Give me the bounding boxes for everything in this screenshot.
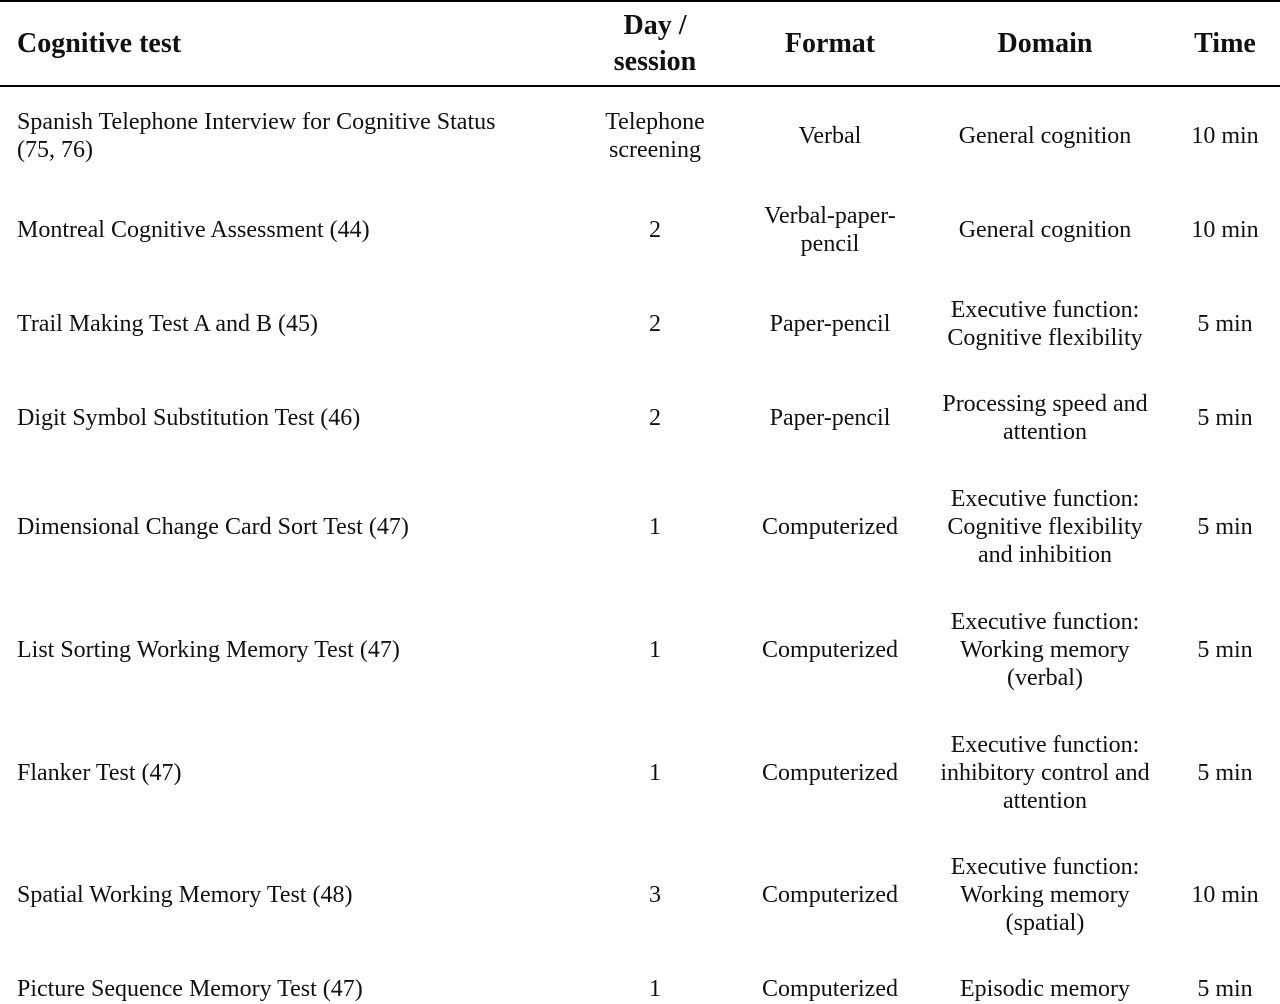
cell-test: Digit Symbol Substitution Test (46) [17,405,361,431]
cell-domain: Executive function: Working memory (verbal) [950,609,1140,691]
table-row [0,852,1280,938]
cell-test: Dimensional Change Card Sort Test (47) [17,514,409,540]
cell-test: Montreal Cognitive Assessment (44) [17,217,370,243]
cell-format: Computerized [762,637,898,663]
cell-test: Spatial Working Memory Test (48) [17,882,353,908]
header-day-session: Day / session [613,9,697,77]
cell-time: 5 min [1197,976,1253,1002]
cell-format: Computerized [762,514,898,540]
cell-time: 5 min [1197,405,1253,431]
cell-format: Verbal-paper- pencil [764,203,896,257]
cell-format: Computerized [762,976,898,1002]
header-bottom-rule [0,85,1280,87]
cell-format: Computerized [762,882,898,908]
cell-day: 1 [649,976,661,1002]
cell-format: Paper-pencil [769,311,891,337]
cell-test: List Sorting Working Memory Test (47) [17,637,400,663]
cell-domain: General cognition [958,123,1132,149]
cell-day: 2 [649,311,661,337]
cell-time: 5 min [1197,760,1253,786]
table-row [0,730,1280,816]
header-domain: Domain [997,27,1093,59]
table-row [0,389,1280,447]
cell-time: 10 min [1191,217,1259,243]
table-row [0,484,1280,570]
header-cognitive-test: Cognitive test [17,27,182,59]
cell-day: 3 [649,882,661,908]
table-header [0,2,1280,85]
header-format: Format [784,27,876,59]
cell-domain: Executive function: Cognitive flexibility and inhibition [947,486,1143,568]
table-row [0,295,1280,353]
table-row [0,974,1280,1004]
cell-day: 2 [649,217,661,243]
cell-format: Computerized [762,760,898,786]
cell-time: 10 min [1191,123,1259,149]
cell-time: 5 min [1197,311,1253,337]
cell-test: Trail Making Test A and B (45) [17,311,318,337]
cell-domain: Executive function: inhibitory control and attention [940,732,1150,814]
cell-format: Verbal [798,123,862,149]
header-time: Time [1194,27,1256,59]
cell-domain: General cognition [958,217,1132,243]
cell-day: 1 [649,760,661,786]
cell-test: Picture Sequence Memory Test (47) [17,976,363,1002]
cell-domain: Episodic memory [960,976,1130,1002]
cell-day: Telephone screening [605,109,705,163]
cell-day: 1 [649,637,661,663]
cell-domain: Processing speed and attention [942,391,1148,445]
table-row [0,107,1280,165]
cell-test: Spanish Telephone Interview for Cognitive Status (75, 76) [17,109,496,163]
cell-time: 5 min [1197,514,1253,540]
table-row [0,201,1280,259]
cell-time: 10 min [1191,882,1259,908]
cell-domain: Executive function: Working memory (spatial) [950,854,1140,936]
table-row [0,607,1280,693]
cell-day: 1 [649,514,661,540]
cell-test: Flanker Test (47) [17,760,182,786]
cell-domain: Executive function: Cognitive flexibility [947,297,1143,351]
cell-time: 5 min [1197,637,1253,663]
cell-day: 2 [649,405,661,431]
cell-format: Paper-pencil [769,405,891,431]
